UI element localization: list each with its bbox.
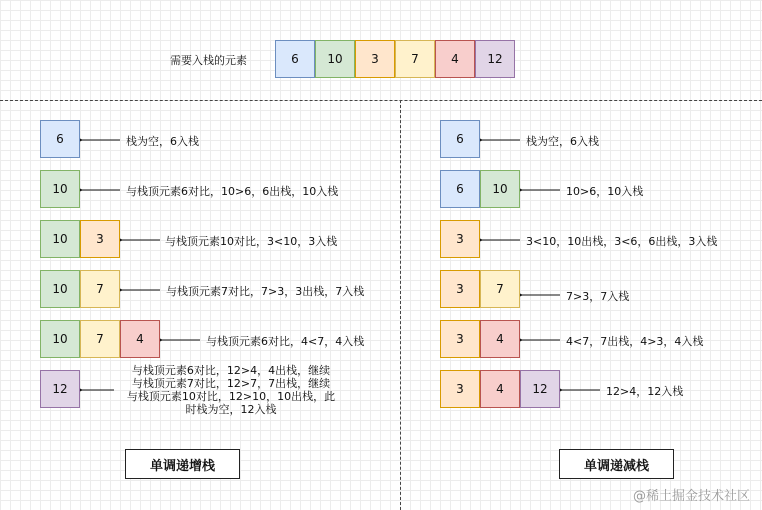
left-row6-text-line-4: 时栈为空，12入栈 — [185, 403, 277, 416]
left-row5-cell-1: 10 — [40, 320, 80, 358]
right-row5-cell-2: 4 — [480, 320, 520, 358]
left-row6-text-line-3: 与栈顶元素10对比，12>10，10出栈，此 — [126, 390, 336, 403]
header-label: 需要入栈的元素 — [170, 54, 247, 67]
left-title: 单调递增栈 — [125, 449, 240, 479]
right-title: 单调递减栈 — [559, 449, 674, 479]
header-element-7: 7 — [395, 40, 435, 78]
left-row2-cell-1: 10 — [40, 170, 80, 208]
left-row3-text: 与栈顶元素10对比，3<10，3入栈 — [165, 235, 338, 248]
right-row6-cell-2: 4 — [480, 370, 520, 408]
left-row4-cell-1: 10 — [40, 270, 80, 308]
left-row5-cell-2: 7 — [80, 320, 120, 358]
right-row1-cell-1: 6 — [440, 120, 480, 158]
left-row1-text: 栈为空，6入栈 — [126, 135, 199, 148]
right-row5-text: 4<7，7出栈，4>3，4入栈 — [566, 335, 704, 348]
header-element-3: 3 — [355, 40, 395, 78]
left-row4-text: 与栈顶元素7对比，7>3，3出栈，7入栈 — [166, 285, 365, 298]
left-row6-text — [116, 364, 346, 416]
left-row6-cell-1: 12 — [40, 370, 80, 408]
right-row6-cell-3: 12 — [520, 370, 560, 408]
header-element-10: 10 — [315, 40, 355, 78]
right-row5-cell-1: 3 — [440, 320, 480, 358]
right-row4-text: 7>3，7入栈 — [566, 290, 630, 303]
left-row4-cell-2: 7 — [80, 270, 120, 308]
header-element-4: 4 — [435, 40, 475, 78]
left-row3-cell-1: 10 — [40, 220, 80, 258]
right-row2-text: 10>6，10入栈 — [566, 185, 644, 198]
left-row3-cell-2: 3 — [80, 220, 120, 258]
watermark: @稀土掘金技术社区 — [632, 489, 750, 504]
left-row5-text: 与栈顶元素6对比，4<7，4入栈 — [206, 335, 365, 348]
right-row6-cell-1: 3 — [440, 370, 480, 408]
right-row3-text: 3<10，10出栈，3<6，6出栈，3入栈 — [526, 235, 718, 248]
left-row2-text: 与栈顶元素6对比，10>6，6出栈，10入栈 — [126, 185, 339, 198]
right-row3-cell-1: 3 — [440, 220, 480, 258]
right-row4-cell-2: 7 — [480, 270, 520, 308]
right-row6-text: 12>4，12入栈 — [606, 385, 684, 398]
right-row2-cell-1: 6 — [440, 170, 480, 208]
right-row4-cell-1: 3 — [440, 270, 480, 308]
left-row6-text-line-2: 与栈顶元素7对比，12>7，7出栈，继续 — [131, 377, 331, 390]
header-element-12: 12 — [475, 40, 515, 78]
header-element-6: 6 — [275, 40, 315, 78]
left-row5-cell-3: 4 — [120, 320, 160, 358]
left-row6-text-line-1: 与栈顶元素6对比，12>4，4出栈，继续 — [131, 364, 331, 377]
right-row1-text: 栈为空，6入栈 — [526, 135, 599, 148]
right-row2-cell-2: 10 — [480, 170, 520, 208]
left-row1-cell-1: 6 — [40, 120, 80, 158]
